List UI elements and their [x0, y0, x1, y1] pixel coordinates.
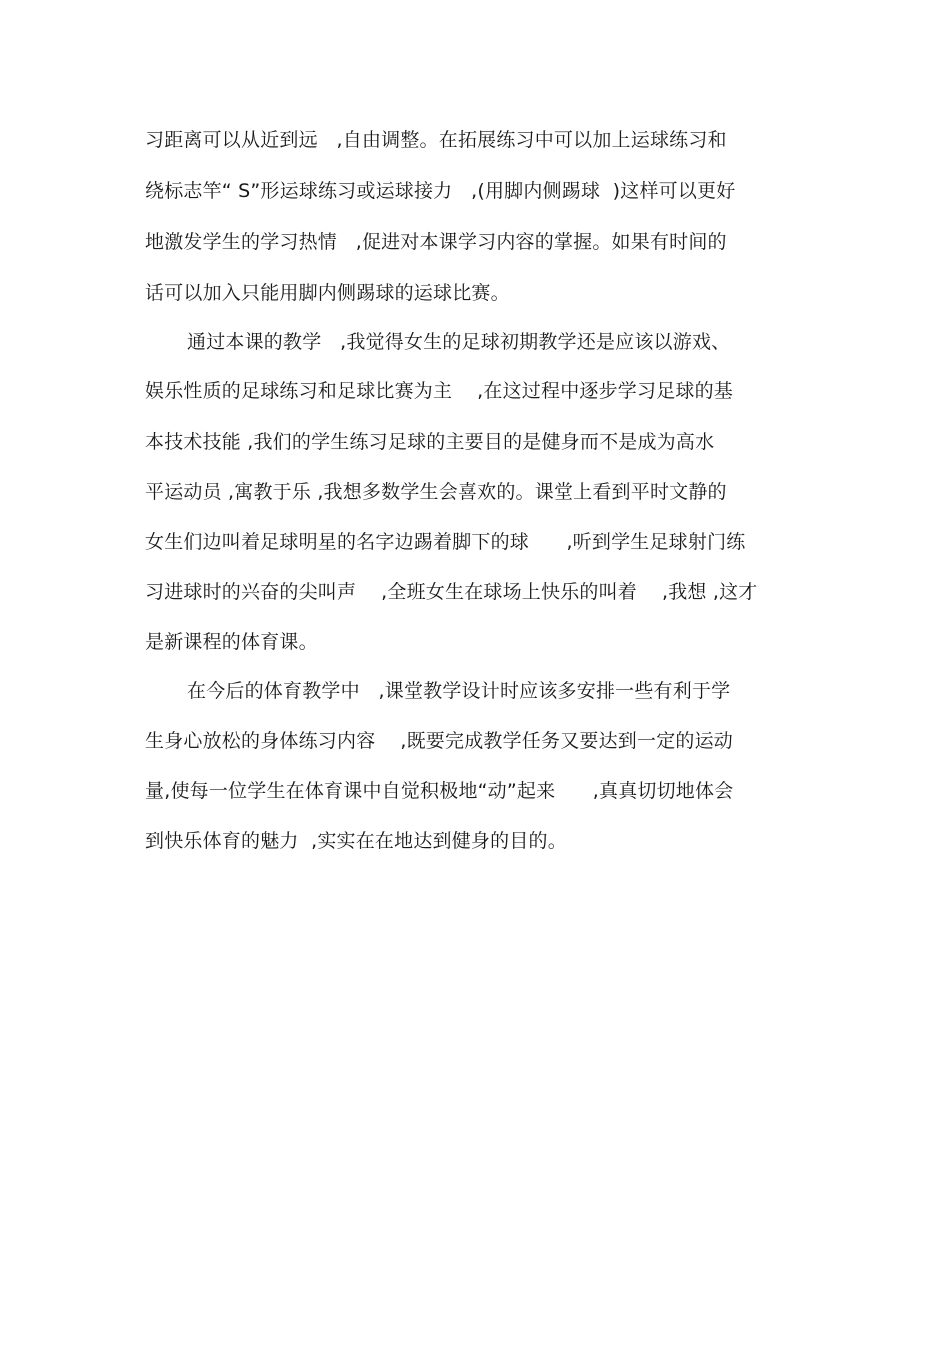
paragraph-line: 到快乐体育的魅力 ,实实在在地达到健身的目的。: [145, 830, 567, 852]
paragraph-line: 本技术技能 ,我们的学生练习足球的主要目的是健身而不是成为高水: [145, 431, 715, 453]
paragraph-line: 话可以加入只能用脚内侧踢球的运球比赛。: [145, 282, 510, 304]
paragraph-line: 女生们边叫着足球明星的名字边踢着脚下的球 ,听到学生足球射门练: [145, 531, 746, 553]
paragraph-line: 生身心放松的身体练习内容 ,既要完成教学任务又要达到一定的运动: [145, 730, 733, 752]
paragraph-line: 习距离可以从近到远 ,自由调整。在拓展练习中可以加上运球练习和: [145, 129, 727, 151]
paragraph-line: 娱乐性质的足球练习和足球比赛为主 ,在这过程中逐步学习足球的基: [145, 380, 733, 402]
paragraph-line: 在今后的体育教学中 ,课堂教学设计时应该多安排一些有利于学: [187, 680, 731, 702]
paragraph-line: 平运动员 ,寓教于乐 ,我想多数学生会喜欢的。课堂上看到平时文静的: [145, 481, 727, 503]
paragraph-line: 绕标志竿“ S”形运球练习或运球接力 ,(用脚内侧踢球 )这样可以更好: [145, 180, 736, 202]
paragraph-line: 习进球时的兴奋的尖叫声 ,全班女生在球场上快乐的叫着 ,我想 ,这才: [145, 581, 758, 603]
paragraph-line: 地激发学生的学习热情 ,促进对本课学习内容的掌握。如果有时间的: [145, 231, 727, 253]
paragraph-line: 通过本课的教学 ,我觉得女生的足球初期教学还是应该以游戏、: [187, 331, 731, 353]
paragraph-line: 是新课程的体育课。: [145, 631, 318, 653]
paragraph-line: 量,使每一位学生在体育课中自觉积极地“动”起来 ,真真切切地体会: [145, 780, 734, 802]
